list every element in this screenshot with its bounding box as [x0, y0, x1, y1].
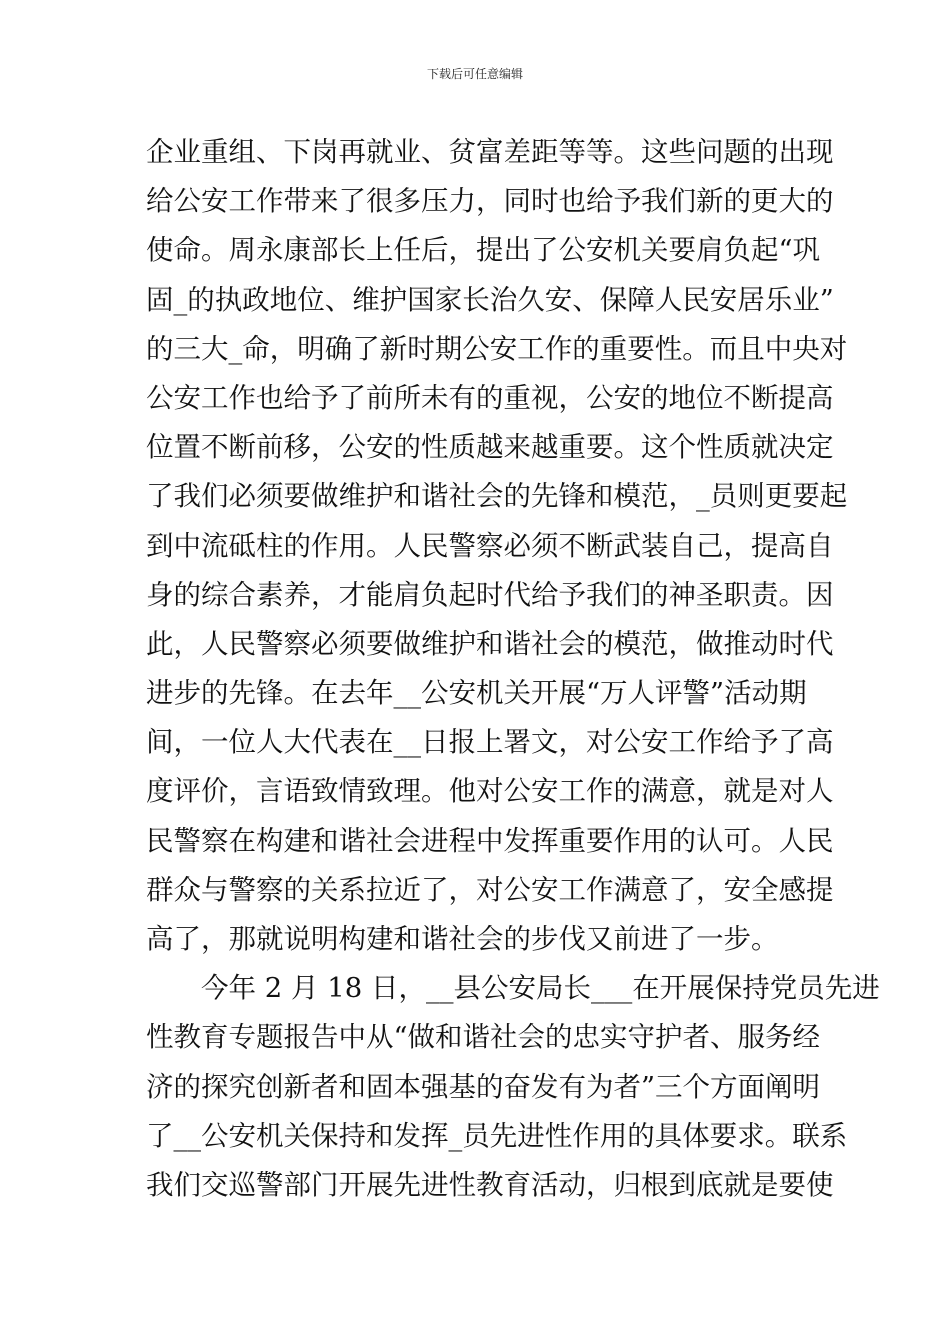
text-line: 间，一位人大代表在__日报上署文，对公安工作给予了高: [146, 726, 834, 759]
text-line: 企业重组、下岗再就业、贫富差距等等。这些问题的出现: [146, 136, 834, 168]
paragraph-first-line: 今年 2 月 18 日，__县公安局长___在开展保持党员先进: [201, 972, 880, 1005]
document-body: [146, 128, 880, 1210]
text-line: 的三大_命，明确了新时期公安工作的重要性。而且中央对: [146, 332, 848, 365]
text-line: 性教育专题报告中从“做和谐社会的忠实守护者、服务经: [146, 1021, 821, 1054]
text-line: 位置不断前移，公安的性质越来越重要。这个性质就决定: [146, 431, 834, 464]
text-line: 民警察在构建和谐社会进程中发挥重要作用的认可。人民: [146, 824, 834, 857]
text-line: 度评价，言语致情致理。他对公安工作的满意，就是对人: [146, 775, 834, 808]
text-line: 进步的先锋。在去年__公安机关开展“万人评警”活动期: [146, 677, 807, 710]
text-line: 公安工作也给予了前所未有的重视，公安的地位不断提高: [146, 381, 834, 414]
text-line: 济的探究创新者和固本强基的奋发有为者”三个方面阐明: [146, 1070, 821, 1103]
text-line: 给公安工作带来了很多压力，同时也给予我们新的更大的: [146, 185, 834, 218]
text-line: 高了，那就说明构建和谐社会的步伐又前进了一步。: [146, 923, 779, 955]
text-line: 了__公安机关保持和发挥_员先进性作用的具体要求。联系: [146, 1119, 848, 1152]
text-line: 我们交巡警部门开展先进性教育活动，归根到底就是要使: [146, 1168, 834, 1201]
text-line: 了我们必须要做维护和谐社会的先锋和模范，_员则更要起: [146, 480, 848, 513]
text-line: 到中流砥柱的作用。人民警察必须不断武装自己，提高自: [146, 529, 834, 562]
text-line: 身的综合素养，才能肩负起时代给予我们的神圣职责。因: [146, 578, 834, 611]
page-header: 下载后可任意编辑: [426, 67, 523, 81]
text-line: 使命。周永康部长上任后，提出了公安机关要肩负起“巩: [146, 234, 821, 267]
text-line: 群众与警察的关系拉近了，对公安工作满意了，安全感提: [146, 873, 834, 906]
text-line: 此，人民警察必须要做维护和谐社会的模范，做推动时代: [146, 627, 834, 660]
text-line: 固_的执政地位、维护国家长治久安、保障人民安居乐业”: [146, 283, 834, 316]
